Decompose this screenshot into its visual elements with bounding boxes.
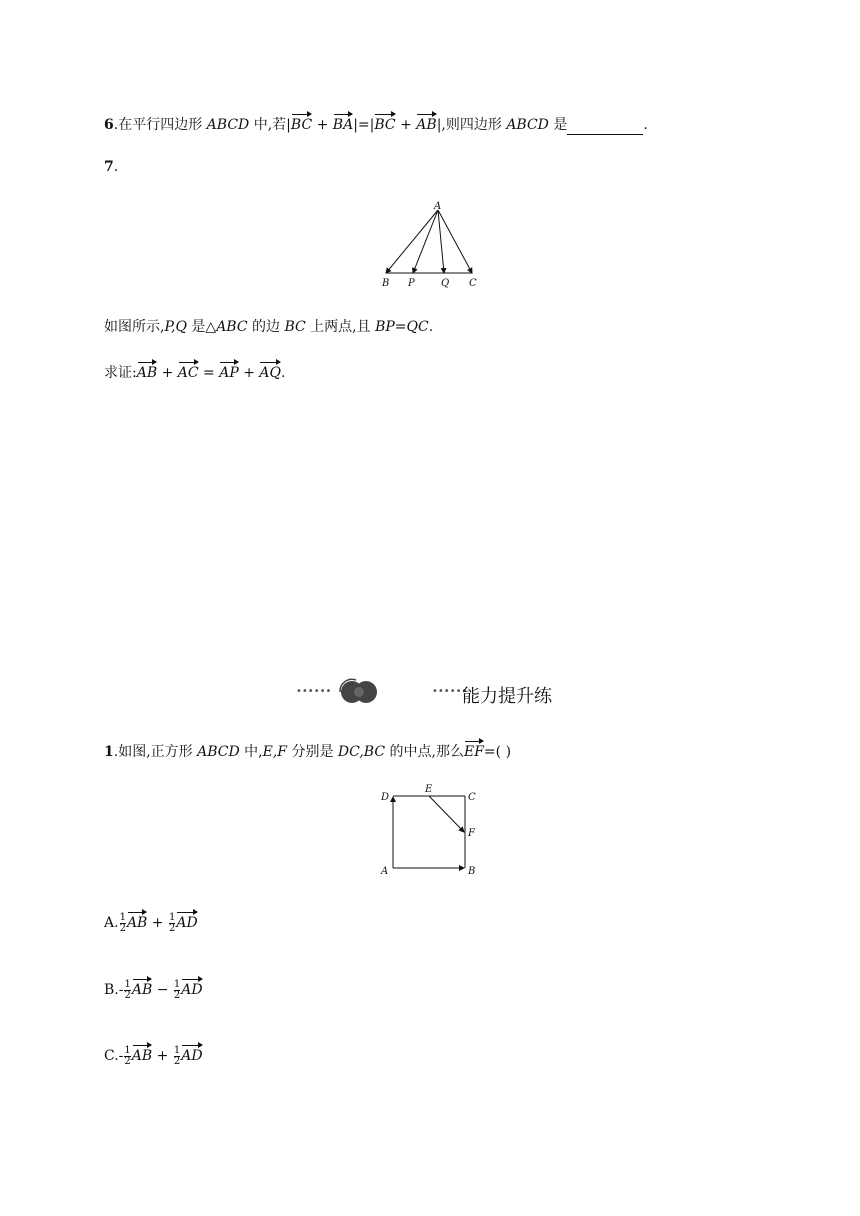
numerator: 1 xyxy=(119,911,126,923)
option-letter: B. xyxy=(104,982,119,998)
q6-text-a: .在平行四边形 xyxy=(113,117,207,133)
denominator: 2 xyxy=(173,989,181,1001)
option-b[interactable] xyxy=(104,977,203,1001)
fraction xyxy=(124,1046,130,1067)
p1-text-d: 的中点,那么 xyxy=(385,744,464,760)
p1-text-a: .如图,正方形 xyxy=(113,744,198,760)
q7-abc: ABC xyxy=(216,319,248,335)
label-f: F xyxy=(468,828,475,839)
operator: + xyxy=(147,915,168,931)
plus-sign: + xyxy=(238,365,260,381)
vector-ef-line xyxy=(429,796,464,832)
fraction xyxy=(174,980,180,1001)
q7-desc-d: 上两点,且 xyxy=(305,319,376,335)
fraction xyxy=(124,980,130,1001)
label-c: C xyxy=(468,792,476,803)
option-a[interactable] xyxy=(104,910,198,934)
section-dots-left: •••••• xyxy=(296,686,332,697)
p1-text-b: 中, xyxy=(239,744,263,760)
numerator: 1 xyxy=(168,911,176,923)
label-q: Q xyxy=(441,278,450,289)
option-c[interactable] xyxy=(104,1043,203,1067)
q7-pq: P,Q xyxy=(164,319,187,335)
fraction xyxy=(120,913,126,934)
label-a: A xyxy=(434,201,442,212)
vector-ac: AC xyxy=(178,360,199,383)
label-b: B xyxy=(468,866,476,877)
option-sign: - xyxy=(118,982,124,998)
q6-end: . xyxy=(643,117,648,133)
q6-text-d: |,则四边形 xyxy=(436,117,507,133)
numerator: 1 xyxy=(173,978,181,990)
option-sign: - xyxy=(118,1048,124,1064)
vector-ad: AD xyxy=(181,1043,202,1066)
vector-ap: AP xyxy=(219,360,239,383)
q7-desc-c: 的边 xyxy=(247,319,285,335)
vector-ab: AB xyxy=(132,977,152,1000)
q7-desc-b: 是△ xyxy=(186,319,217,335)
label-b: B xyxy=(382,278,390,289)
vector-ef: EF xyxy=(464,739,484,762)
section-dots-right: •••••• xyxy=(432,686,468,697)
vector-ab: AB xyxy=(132,1043,152,1066)
vector-ad: AD xyxy=(181,977,202,1000)
q7-desc-e: . xyxy=(428,319,434,335)
plus-sign: + xyxy=(312,117,333,133)
label-d: D xyxy=(381,792,390,803)
equals-sign: = xyxy=(198,365,220,381)
operator: − xyxy=(152,982,173,998)
problem-1 xyxy=(104,739,511,762)
p1-text-c: 分别是 xyxy=(287,744,338,760)
question-7-prove xyxy=(104,360,285,383)
q7-bc: BC xyxy=(284,319,306,335)
vector-ab-line xyxy=(386,210,438,273)
vector-ap-line xyxy=(413,210,438,273)
denominator: 2 xyxy=(168,922,176,934)
vector-aq: AQ xyxy=(259,360,281,383)
denominator: 2 xyxy=(173,1055,181,1067)
question-7-description xyxy=(104,317,433,337)
denominator: 2 xyxy=(124,1055,131,1067)
label-p: P xyxy=(408,278,415,289)
q6-abcd: ABCD xyxy=(206,117,250,133)
vector-bc: BC xyxy=(374,112,395,135)
label-a: A xyxy=(381,866,389,877)
vector-ad: AD xyxy=(176,910,197,933)
q7-desc-a: 如图所示, xyxy=(104,319,165,335)
plus-sign: + xyxy=(395,117,417,133)
numerator: 1 xyxy=(173,1044,181,1056)
section-badge-icon xyxy=(334,676,380,706)
denominator: 2 xyxy=(124,989,131,1001)
q6-text-c: |=| xyxy=(353,117,375,133)
q7-dot: . xyxy=(113,159,119,175)
prove-label: 求证: xyxy=(104,365,137,381)
option-letter: A. xyxy=(104,915,119,931)
q6-text-b: 中,若| xyxy=(249,117,291,133)
operator: + xyxy=(152,1048,173,1064)
q6-abcd: ABCD xyxy=(506,117,549,133)
vector-ab: AB xyxy=(127,910,147,933)
vector-bc: BC xyxy=(291,112,312,135)
p1-dcbc: DC,BC xyxy=(337,744,386,760)
answer-blank[interactable] xyxy=(567,120,643,135)
q7-equation: BP=QC xyxy=(375,319,429,335)
label-c: C xyxy=(469,278,477,289)
vector-ab: AB xyxy=(137,360,157,383)
fraction xyxy=(169,913,175,934)
q6-text-e: 是 xyxy=(548,117,568,133)
square-figure xyxy=(376,782,486,882)
p1-abcd: ABCD xyxy=(197,744,240,760)
question-6 xyxy=(104,112,648,135)
question-7-number xyxy=(104,157,118,177)
label-e: E xyxy=(425,784,433,795)
numerator: 1 xyxy=(124,978,131,990)
triangle-figure xyxy=(376,198,486,290)
question-number: 7 xyxy=(104,159,114,175)
plus-sign: + xyxy=(157,365,178,381)
denominator: 2 xyxy=(119,922,126,934)
numerator: 1 xyxy=(124,1044,131,1056)
p1-text-e: =( ) xyxy=(483,744,512,760)
fraction xyxy=(174,1046,180,1067)
question-number: 1 xyxy=(104,744,114,760)
vector-ab: AB xyxy=(416,112,436,135)
option-letter: C. xyxy=(104,1048,119,1064)
prove-end: . xyxy=(281,365,286,381)
p1-ef: E,F xyxy=(262,744,288,760)
question-number: 6 xyxy=(104,117,114,133)
section-title: 能力提升练 xyxy=(462,686,552,707)
vector-ba: BA xyxy=(333,112,353,135)
